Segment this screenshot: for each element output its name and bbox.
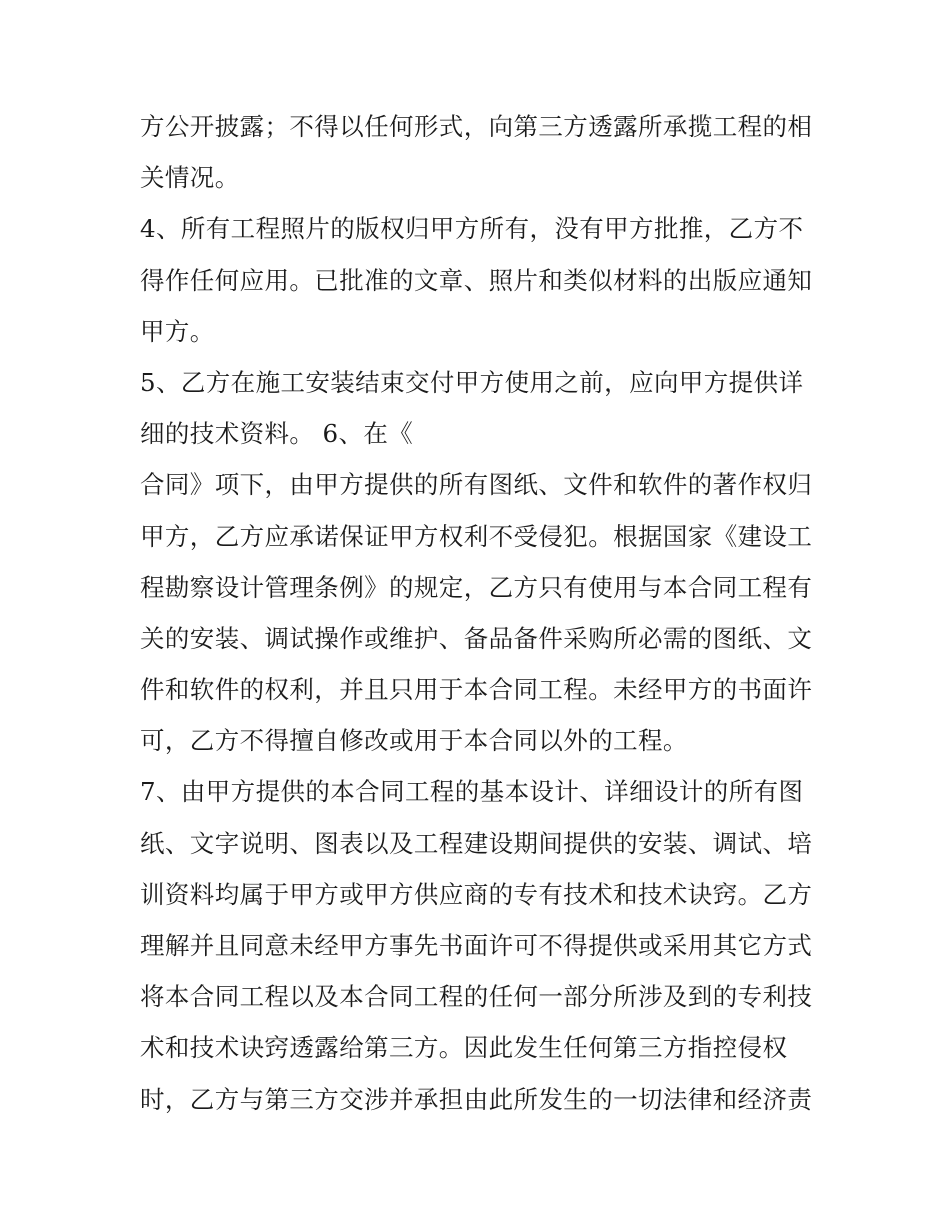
text-line: 合同》项下，由甲方提供的所有图纸、文件和软件的著作权归 [140, 470, 813, 500]
text-line: 术和技术诀窍透露给第三方。因此发生任何第三方指控侵权 [140, 1033, 788, 1063]
text-line: 纸、文字说明、图表以及工程建设期间提供的安装、调试、培 [140, 828, 813, 858]
clause-4-start: 4、所有工程照片的版权归甲方所有，没有甲方批推，乙方不 [140, 214, 804, 244]
text-line: 甲方，乙方应承诺保证甲方权利不受侵犯。根据国家《建设工 [140, 521, 813, 551]
text-line: 关的安装、调试操作或维护、备品备件采购所必需的图纸、文 [140, 623, 813, 653]
text-line: 关情况。 [140, 163, 240, 193]
text-line: 甲方。 [140, 316, 215, 346]
text-line: 时，乙方与第三方交涉并承担由此所发生的一切法律和经济责 [140, 1084, 813, 1114]
contract-body-text [140, 101, 840, 1125]
text-line: 程勘察设计管理条例》的规定，乙方只有使用与本合同工程有 [140, 572, 813, 602]
text-line: 得作任何应用。已批准的文章、照片和类似材料的出版应通知 [140, 265, 813, 295]
text-line: 理解并且同意未经甲方事先书面许可不得提供或采用其它方式 [140, 931, 813, 960]
text-line: 件和软件的权利，并且只用于本合同工程。未经甲方的书面许 [140, 675, 813, 705]
text-line: 将本合同工程以及本合同工程的任何一部分所涉及到的专利技 [140, 982, 813, 1012]
text-line: 可，乙方不得擅自修改或用于本合同以外的工程。 [140, 726, 688, 756]
text-line: 方公开披露；不得以任何形式，向第三方透露所承揽工程的相 [140, 112, 813, 141]
text-line: 细的技术资料。 6、在《 [140, 419, 414, 449]
clause-5-start: 5、乙方在施工安装结束交付甲方使用之前，应向甲方提供详 [140, 367, 804, 397]
clause-7-start: 7、由甲方提供的本合同工程的基本设计、详细设计的所有图 [140, 777, 804, 807]
text-line: 训资料均属于甲方或甲方供应商的专有技术和技术诀窍。乙方 [140, 879, 813, 909]
